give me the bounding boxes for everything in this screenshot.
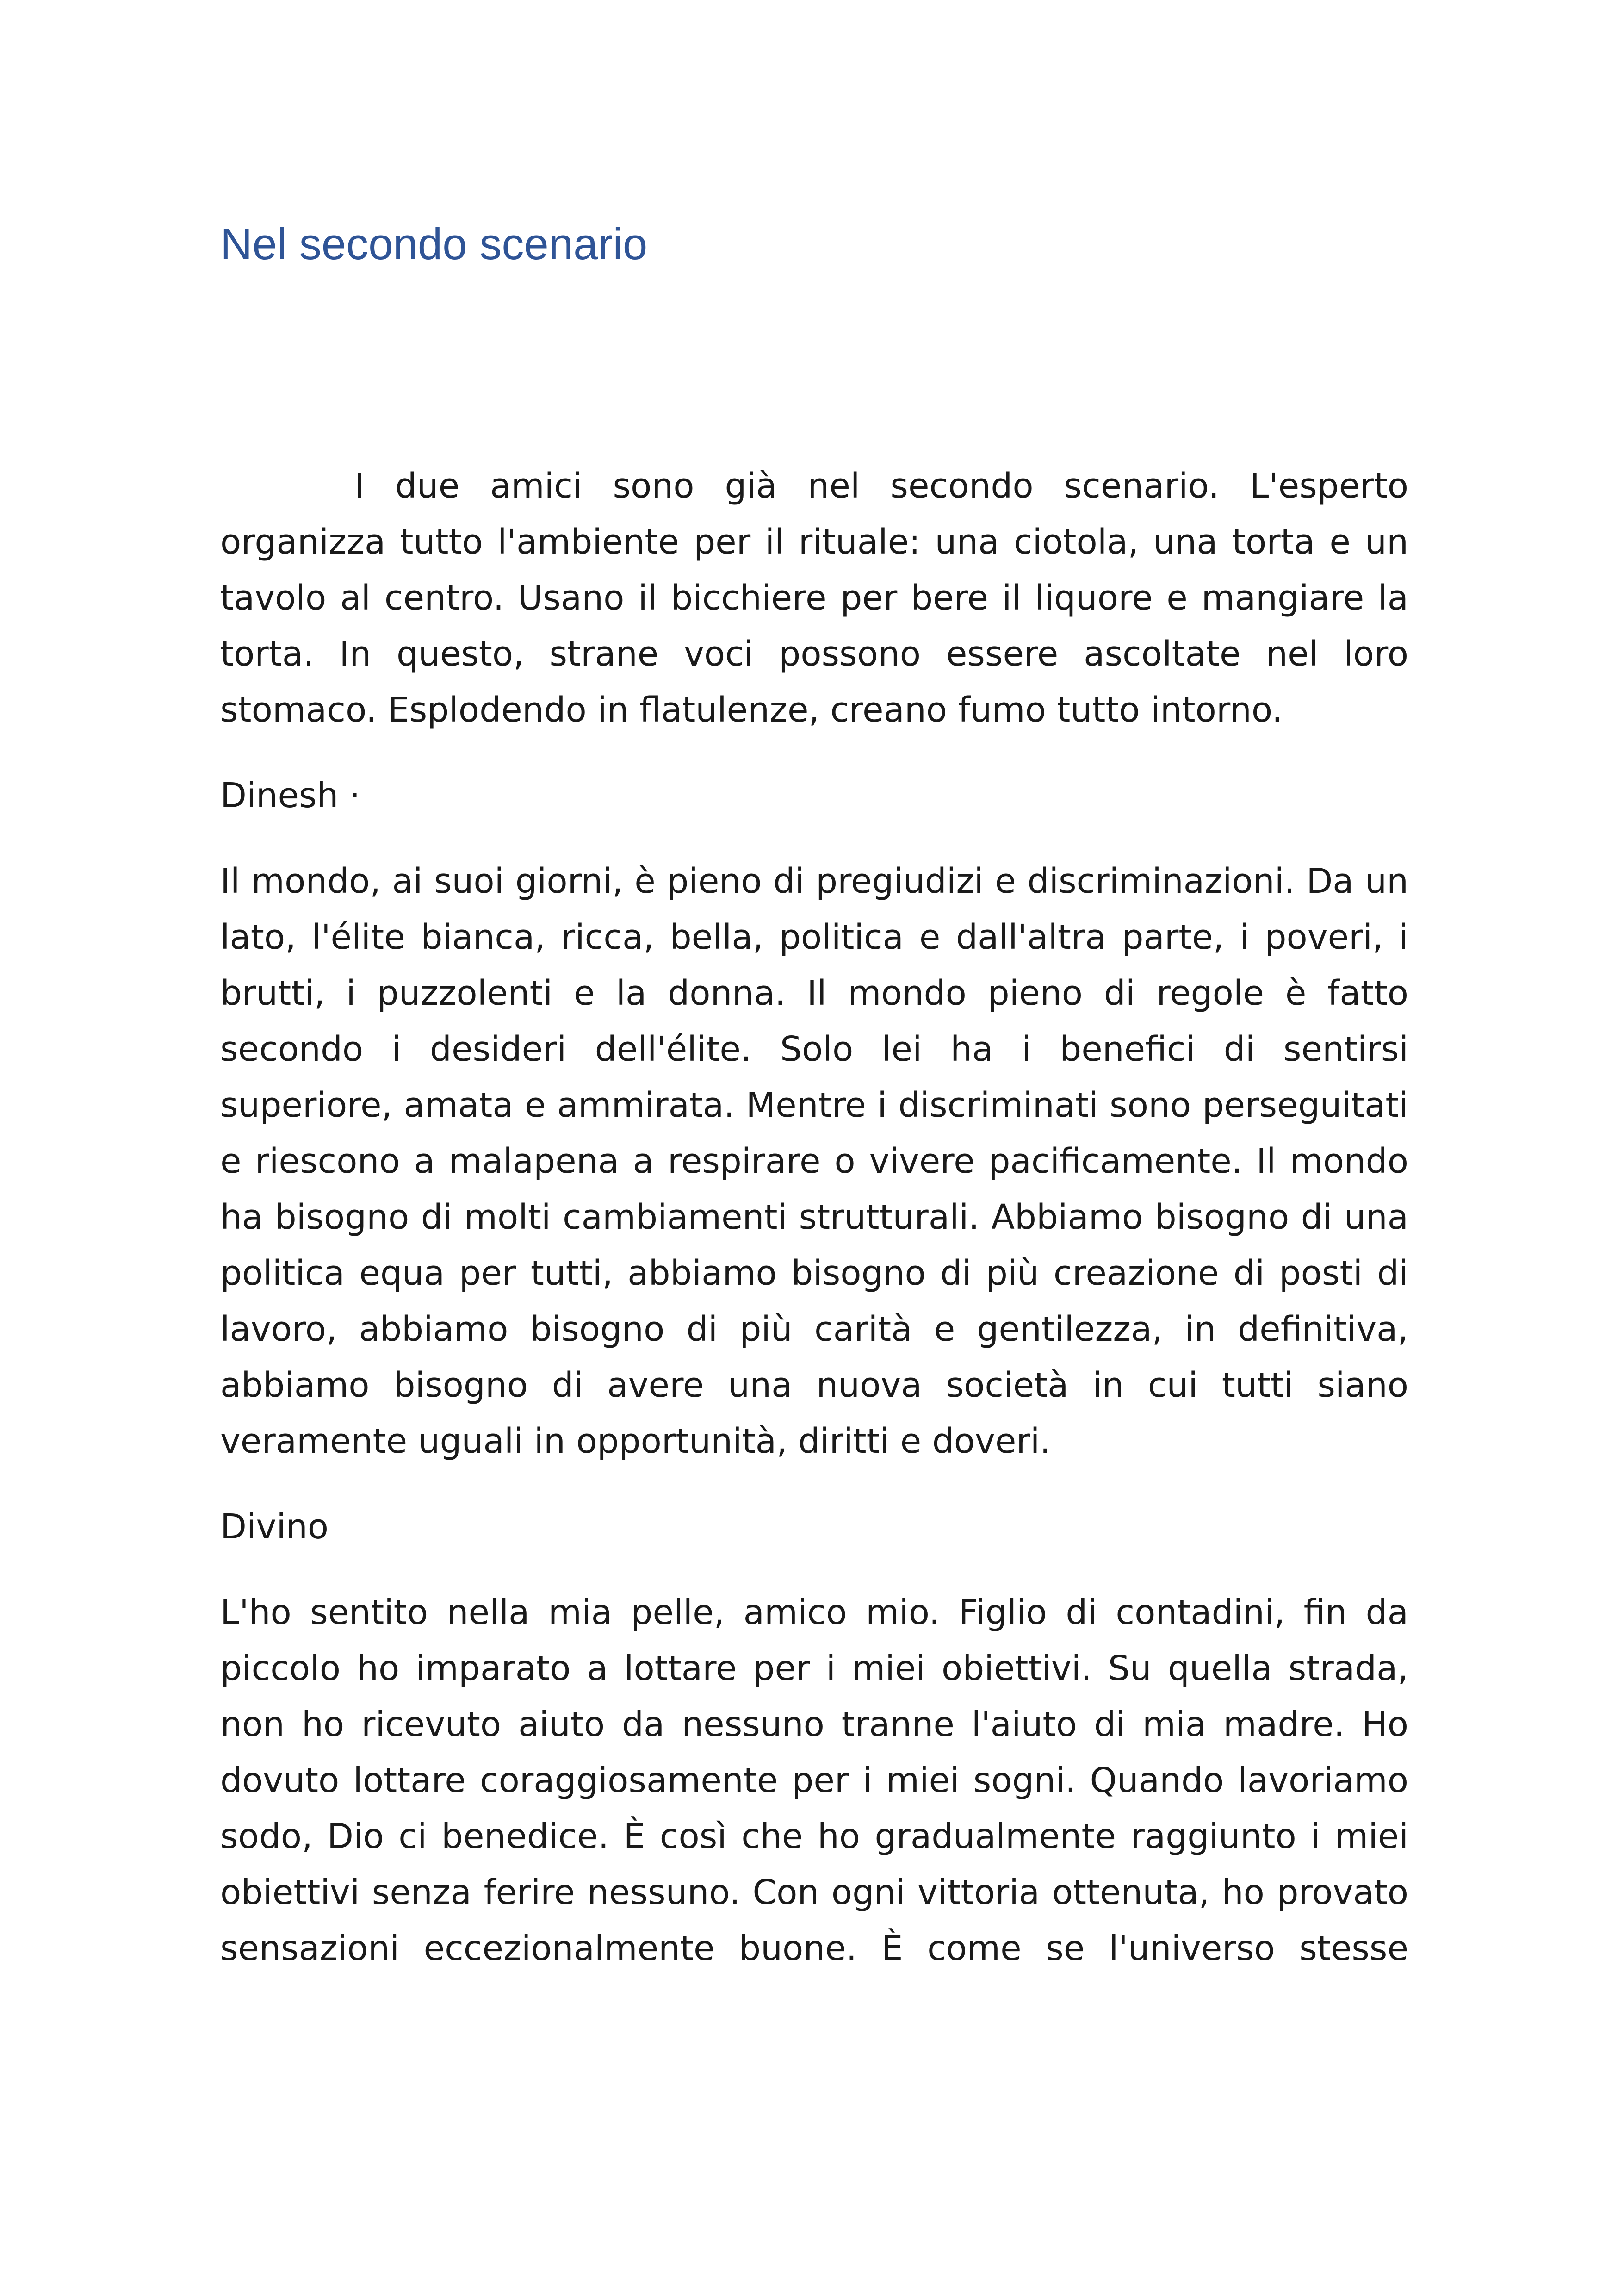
narration-paragraph: I due amici sono già nel secondo scenario. L'esperto organizza tutto l'ambiente per il rituale: una ciotola, una torta e un tavolo al centro. Usano il bicchiere per bere il liquore e mangiare la torta. In questo, strane voci possono essere ascoltate nel loro stomaco. Esplodendo in flatulenze, creano fumo tutto intorno.: [220, 466, 1408, 730]
section-heading: Nel secondo scenario: [220, 219, 648, 269]
document-body: [220, 458, 1408, 2006]
speaker-name-divino: Divino: [220, 1507, 329, 1547]
speaker-name-dinesh: Dinesh ·: [220, 776, 360, 815]
dinesh-speech-paragraph: Il mondo, ai suoi giorni, è pieno di pregiudizi e discriminazioni. Da un lato, l'élite bianca, ricca, bella, politica e dall'altra parte, i poveri, i brutti, i puzzolenti e la donna. Il mondo pieno di regole è fatto secondo i desideri dell'élite. Solo lei ha i benefici di sentirsi superiore, amata e ammirata. Mentre i discriminati sono perseguitati e riescono a malapena a respirare o vivere pacificamente. Il mondo ha bisogno di molti cambiamenti strutturali. Abbiamo bisogno di una politica equa per tutti, abbiamo bisogno di più creazione di posti di lavoro, abbiamo bisogno di più carità e gentilezza, in definitiva, abbiamo bisogno di avere una nuova società in cui tutti siano veramente uguali in opportunità, diritti e doveri.: [220, 861, 1408, 1461]
divino-speech-paragraph: L'ho sentito nella mia pelle, amico mio. Figlio di contadini, fin da piccolo ho imparato a lottare per i miei obiettivi. Su quella strada, non ho ricevuto aiuto da nessuno tranne l'aiuto di mia madre. Ho dovuto lottare coraggiosamente per i miei sogni. Quando lavoriamo sodo, Dio ci benedice. È così che ho gradualmente raggiunto i miei obiettivi senza ferire nessuno. Con ogni vittoria ottenuta, ho provato sensazioni eccezionalmente buone. È come se l'universo stesse: [220, 1593, 1408, 1968]
